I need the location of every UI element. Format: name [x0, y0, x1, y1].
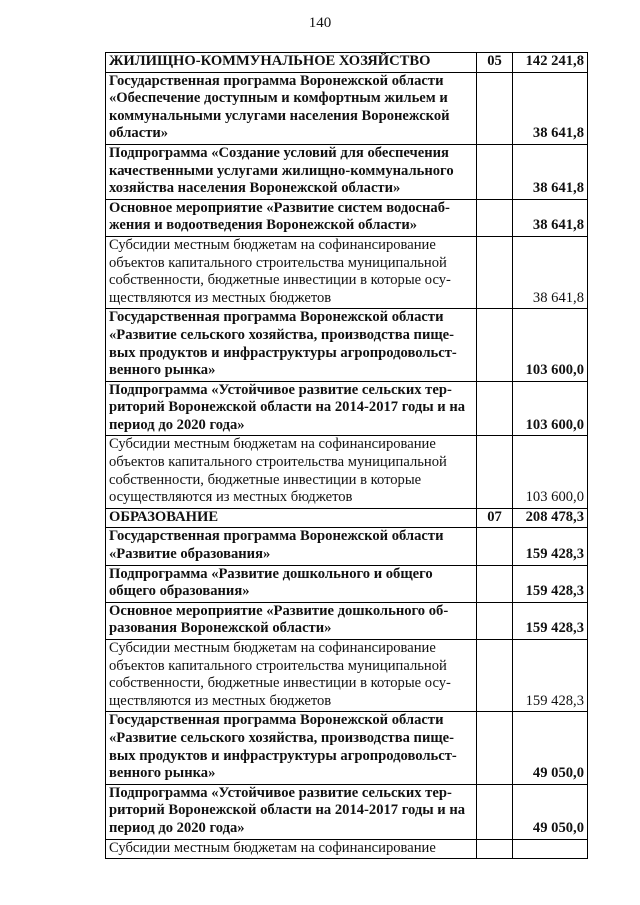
row-name: Основное мероприятие «Развитие систем водоснаб-жения и водоотведения Воронежской области»	[106, 199, 477, 236]
row-amount: 103 600,0	[513, 436, 588, 508]
row-name: Субсидии местным бюджетам на софинансирование	[106, 839, 477, 859]
row-amount: 49 050,0	[513, 712, 588, 784]
budget-table	[105, 52, 588, 859]
row-section-code	[477, 839, 513, 859]
row-name: Государственная программа Воронежской области «Обеспечение доступным и комфортным жильем и коммунальными услугами населения Воронежской области»	[106, 72, 477, 144]
row-name: Субсидии местным бюджетам на софинансирование объектов капитального строительства муниципальной собственности, бюджетные инвестиции в которые осуществляются из местных бюджетов	[106, 436, 477, 508]
row-name: Субсидии местным бюджетам на софинансирование объектов капитального строительства муниципальной собственности, бюджетные инвестиции в которые осу-ществляются из местных бюджетов	[106, 236, 477, 308]
row-section-code	[477, 144, 513, 199]
row-name: Подпрограмма «Создание условий для обеспечения качественными услугами жилищно-коммунального хозяйства населения Воронежской области»	[106, 144, 477, 199]
table-row	[106, 839, 588, 859]
table-row	[106, 640, 588, 712]
row-amount: 159 428,3	[513, 565, 588, 602]
table-row	[106, 784, 588, 839]
table-row	[106, 381, 588, 436]
row-name: ЖИЛИЩНО-КОММУНАЛЬНОЕ ХОЗЯЙСТВО	[106, 53, 477, 73]
row-amount	[513, 839, 588, 859]
row-section-code	[477, 712, 513, 784]
row-amount: 159 428,3	[513, 528, 588, 565]
row-amount: 208 478,3	[513, 508, 588, 528]
row-section-code: 05	[477, 53, 513, 73]
row-amount: 103 600,0	[513, 309, 588, 381]
row-section-code	[477, 72, 513, 144]
table-row	[106, 199, 588, 236]
table-row	[106, 565, 588, 602]
table-row	[106, 508, 588, 528]
row-section-code	[477, 528, 513, 565]
row-name: Государственная программа Воронежской области «Развитие образования»	[106, 528, 477, 565]
row-amount: 103 600,0	[513, 381, 588, 436]
row-name: Подпрограмма «Развитие дошкольного и общего общего образования»	[106, 565, 477, 602]
row-amount: 159 428,3	[513, 602, 588, 639]
row-name: ОБРАЗОВАНИЕ	[106, 508, 477, 528]
page-number: 140	[308, 15, 332, 31]
row-name: Подпрограмма «Устойчивое развитие сельских тер-риторий Воронежской области на 2014-2017 годы и на период до 2020 года»	[106, 381, 477, 436]
row-section-code	[477, 236, 513, 308]
table-row	[106, 436, 588, 508]
row-amount: 38 641,8	[513, 236, 588, 308]
row-section-code	[477, 640, 513, 712]
row-amount: 142 241,8	[513, 53, 588, 73]
row-amount: 38 641,8	[513, 199, 588, 236]
row-section-code	[477, 436, 513, 508]
row-name: Государственная программа Воронежской области «Развитие сельского хозяйства, производства пище-вых продуктов и инфраструктуры агропродовольст-венного рынка»	[106, 309, 477, 381]
table-row	[106, 72, 588, 144]
row-amount: 49 050,0	[513, 784, 588, 839]
row-name: Субсидии местным бюджетам на софинансирование объектов капитального строительства муниципальной собственности, бюджетные инвестиции в которые осу-ществляются из местных бюджетов	[106, 640, 477, 712]
row-section-code	[477, 784, 513, 839]
row-name: Основное мероприятие «Развитие дошкольного об-разования Воронежской области»	[106, 602, 477, 639]
table-row	[106, 53, 588, 73]
row-amount: 159 428,3	[513, 640, 588, 712]
row-section-code	[477, 565, 513, 602]
row-section-code: 07	[477, 508, 513, 528]
row-amount: 38 641,8	[513, 144, 588, 199]
row-amount: 38 641,8	[513, 72, 588, 144]
table-row	[106, 712, 588, 784]
table-row	[106, 236, 588, 308]
table-row	[106, 144, 588, 199]
row-name: Государственная программа Воронежской области «Развитие сельского хозяйства, производства пище-вых продуктов и инфраструктуры агропродовольст-венного рынка»	[106, 712, 477, 784]
table-row	[106, 602, 588, 639]
row-section-code	[477, 199, 513, 236]
row-section-code	[477, 602, 513, 639]
table-row	[106, 528, 588, 565]
row-section-code	[477, 381, 513, 436]
row-name: Подпрограмма «Устойчивое развитие сельских тер-риторий Воронежской области на 2014-2017 годы и на период до 2020 года»	[106, 784, 477, 839]
table-row	[106, 309, 588, 381]
row-section-code	[477, 309, 513, 381]
